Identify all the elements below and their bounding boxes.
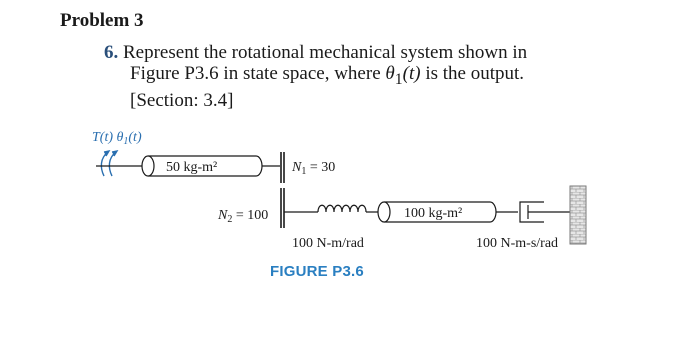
problem-line-2-a: Figure P3.6 in state space, where xyxy=(130,63,386,84)
gear-1-label: $N_1 = 30$ xyxy=(292,160,336,177)
torque-label: T(t) $\theta_1(t)$ xyxy=(92,130,142,147)
problem-heading: Problem 3 xyxy=(60,10,144,31)
damper-label: 100 N-m-s/rad xyxy=(476,236,559,251)
theta-symbol: θ xyxy=(385,63,395,84)
damper-icon xyxy=(520,202,570,222)
spring-icon xyxy=(318,205,366,212)
inertia-1-label: 50 kg-m² xyxy=(166,160,218,175)
problem-number: 6. xyxy=(104,42,119,63)
inertia-2 xyxy=(378,202,496,222)
inertia-1 xyxy=(142,156,262,176)
gear-2-label: $N_2 = 100$ xyxy=(218,208,269,225)
problem-line-2-b: is the output. xyxy=(420,63,525,84)
time-arg: (t) xyxy=(402,63,421,84)
inertia-2-label: 100 kg-m² xyxy=(404,206,463,221)
theta-subscript: 1 xyxy=(394,70,403,88)
spring-label: 100 N-m/rad xyxy=(292,236,364,251)
problem-line-1-text: Represent the rotational mechanical system shown in xyxy=(123,42,528,63)
wall-icon xyxy=(570,186,586,244)
problem-line-3: [Section: 3.4] xyxy=(130,89,234,111)
figure-caption: FIGURE P3.6 xyxy=(270,263,364,280)
torque-arrow-icon xyxy=(101,151,117,176)
